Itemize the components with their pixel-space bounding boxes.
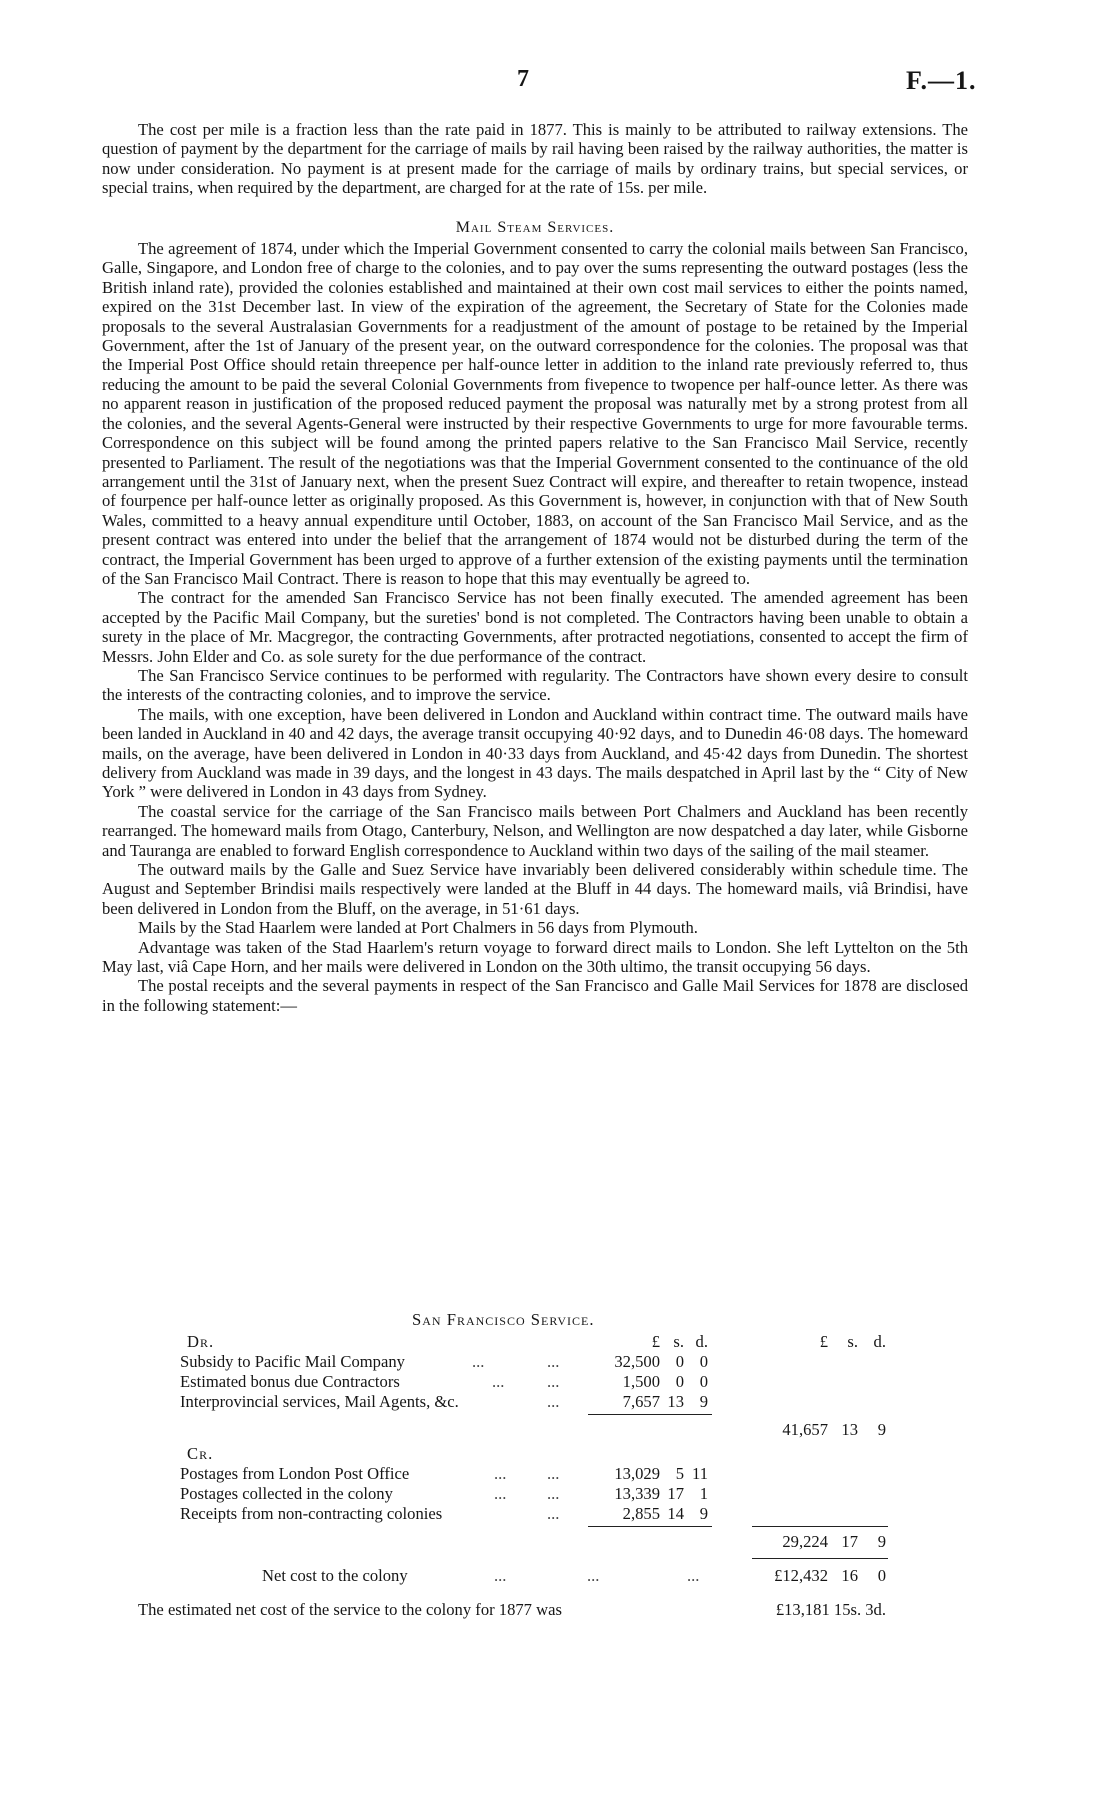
table-row — [102, 1504, 968, 1524]
amount-pence: 1 — [699, 1484, 708, 1503]
row-label: Estimated bonus due Contractors — [180, 1372, 400, 1391]
amount-shillings: 5 — [675, 1464, 684, 1483]
total-rule — [752, 1526, 888, 1527]
amount-pence: 11 — [692, 1464, 708, 1483]
cr-label: Cr. — [187, 1444, 214, 1463]
leader-dots: ... — [547, 1352, 560, 1371]
paragraph-regularity: The San Francisco Service continues to be performed with regularity. The Contractors have shown every desire to consult the interests of the contracting colonies, and to improve the service. — [102, 665, 968, 705]
table-row — [102, 1352, 968, 1372]
paragraph-statement-intro: The postal receipts and the several payments in respect of the San Francisco and Galle Mail Services for 1878 are disclosed in the following statement:— — [102, 976, 968, 1015]
amount-shillings: 17 — [667, 1484, 684, 1503]
leader-dots: ... — [547, 1464, 560, 1483]
table-row — [102, 1372, 968, 1392]
col-header-pence: d. — [695, 1332, 708, 1351]
col-header-total-pence: d. — [873, 1332, 886, 1351]
total-shillings: 13 — [841, 1420, 858, 1439]
leader-dots: ... — [547, 1372, 560, 1391]
amount-shillings: 0 — [675, 1372, 684, 1391]
amount-pence: 9 — [699, 1392, 708, 1411]
net-pounds: £12,432 — [774, 1566, 828, 1585]
section-heading-mail-steam: Mail Steam Services. — [455, 218, 615, 236]
col-header-total-shillings: s. — [847, 1332, 858, 1351]
dr-label: Dr. — [187, 1332, 215, 1351]
amount-pence: 9 — [699, 1504, 708, 1523]
amount-pounds: 32,500 — [614, 1352, 660, 1371]
cr-header-row — [102, 1444, 968, 1464]
net-cost-label: Net cost to the colony — [262, 1566, 408, 1585]
leader-dots: ... — [687, 1566, 700, 1585]
amount-pence: 0 — [699, 1352, 708, 1371]
paragraph-return-voyage: Advantage was taken of the Stad Haarlem's return voyage to forward direct mails to London. She left Lyttelton on the 5th May last, viâ Cape Horn, and her mails were delivered in London on the 30th ultimo, the transit occupying 56 days. — [102, 937, 968, 977]
statement-column-headers — [102, 1332, 968, 1352]
total-pounds: 29,224 — [782, 1532, 828, 1551]
credit-total-row — [102, 1532, 968, 1552]
table-row — [102, 1392, 968, 1412]
col-header-shillings: s. — [673, 1332, 684, 1351]
row-label: Receipts from non-contracting colonies — [180, 1504, 443, 1523]
total-pence: 9 — [877, 1532, 886, 1551]
row-label: Postages collected in the colony — [180, 1484, 393, 1503]
leader-dots: ... — [494, 1464, 507, 1483]
leader-dots: ... — [472, 1352, 485, 1371]
amount-pounds: 1,500 — [622, 1372, 660, 1391]
paragraph-coastal-service: The coastal service for the carriage of the San Francisco mails between Port Chalmers and Auckland has been recently rearranged. The homeward mails from Otago, Canterbury, Nelson, and Wellington are now despatched a day later, while Gisborne and Tauranga are enabled to forward English correspondence to Auckland within two days of the sailing of the mail steamer. — [102, 801, 968, 860]
paragraph-agreement-1874: The agreement of 1874, under which the Imperial Government consented to carry the colonial mails between San Francisco, Galle, Singapore, and London free of charge to the colonies, and to pay over the sums representing the outward postages (less the British inland rate), provided the colonies established and maintained at their own cost mail services to either the points named, expired on the 31st December last. In view of the expiration of the agreement, the Secretary of State for the Colonies made proposals to the several Australasian Governments for a readjustment of the amount of postage to be retained by the Imperial Government, after the 1st of January of the present year, on the outward correspondence for the colonies. The proposal was that the Imperial Post Office should retain threepence per half-ounce letter in addition to the inland rate previously referred to, thus reducing the amount to be paid the several Colonial Governments from fivepence to twopence per half-ounce letter. As there was no apparent reason in justification of the proposed reduced payment the proposal was naturally met by a strong protest from all the colonies, and the several Agents-General were instructed by their respective Governments to urge for more favourable terms. Correspondence on this subject will be found among the printed papers relative to the San Francisco Mail Service, recently presented to Parliament. The result of the negotiations was that the Imperial Government consented to the continuance of the old arrangement until the 31st of January next, when the present Suez Contract will expire, and thereafter to retain twopence, instead of fourpence per half-ounce letter as originally proposed. As this Government is, however, in conjunction with that of New South Wales, committed to a heavy annual expenditure until October, 1883, on account of the San Francisco Mail Service, and as the present contract was entered into under the belief that the arrangement of 1874 would not be disturbed during the term of the contract, the Imperial Government has been urged to approve of a further extension of the existing payments until the termination of the San Francisco Mail Contract. There is reason to hope that this may eventually be agreed to. — [102, 239, 968, 588]
total-pounds: 41,657 — [782, 1420, 828, 1439]
body-text — [102, 120, 968, 1015]
total-pence: 9 — [877, 1420, 886, 1439]
leader-dots: ... — [494, 1484, 507, 1503]
leader-dots: ... — [494, 1566, 507, 1585]
leader-dots: ... — [492, 1372, 505, 1391]
estimate-value: £13,181 15s. 3d. — [775, 1600, 886, 1619]
col-header-total-pounds: £ — [819, 1332, 828, 1351]
leader-dots: ... — [547, 1484, 560, 1503]
total-shillings: 17 — [841, 1532, 858, 1551]
net-cost-row — [102, 1566, 968, 1586]
row-label: Interprovincial services, Mail Agents, &c. — [180, 1392, 459, 1411]
statement-title: San Francisco Service. — [412, 1310, 595, 1329]
page-number: 7 — [517, 66, 529, 92]
amount-shillings: 13 — [667, 1392, 684, 1411]
net-pence: 0 — [877, 1566, 886, 1585]
net-shillings: 16 — [841, 1566, 858, 1585]
subtotal-rule — [588, 1526, 712, 1527]
amount-pounds: 13,339 — [614, 1484, 660, 1503]
subtotal-rule — [588, 1414, 712, 1415]
amount-shillings: 0 — [675, 1352, 684, 1371]
debit-total-row — [102, 1420, 968, 1440]
paragraph-rail-cost: The cost per mile is a fraction less than the rate paid in 1877. This is mainly to be attributed to railway extensions. The question of payment by the department for the carriage of mails by rail having been raised by the railway authorities, the matter is now under consideration. No payment is at present made for the carriage of mails by ordinary trains, but special services, or special trains, when required by the department, are charged for at the rate of 15s. per mile. — [102, 120, 968, 198]
leader-dots: ... — [547, 1504, 560, 1523]
amount-pounds: 7,657 — [622, 1392, 660, 1411]
amount-shillings: 14 — [667, 1504, 684, 1523]
paragraph-galle-suez: The outward mails by the Galle and Suez Service have invariably been delivered considerably within schedule time. The August and September Brindisi mails respectively were landed at the Bluff in 44 days. The homeward mails, viâ Brindisi, have been delivered in London from the Bluff, on the average, in 51·61 days. — [102, 860, 968, 918]
leader-dots: ... — [587, 1566, 600, 1585]
net-rule — [752, 1558, 888, 1559]
amount-pounds: 13,029 — [614, 1464, 660, 1483]
table-row — [102, 1484, 968, 1504]
estimate-row — [102, 1600, 968, 1620]
leader-dots: ... — [547, 1392, 560, 1411]
amount-pence: 0 — [699, 1372, 708, 1391]
paragraph-contract: The contract for the amended San Francisco Service has not been finally executed. The amended agreement has been accepted by the Pacific Mail Company, but the sureties' bond is not completed. The Contractors having been unable to obtain a surety in the place of Mr. Macgregor, the contracting Governments, after protracted negotiations, consented to accept the firm of Messrs. John Elder and Co. as sole surety for the due performance of the contract. — [102, 588, 968, 666]
paragraph-stad-haarlem: Mails by the Stad Haarlem were landed at Port Chalmers in 56 days from Plymouth. — [138, 918, 698, 938]
table-row — [102, 1464, 968, 1484]
row-label: Postages from London Post Office — [180, 1464, 410, 1483]
paper-reference: F.—1. — [906, 66, 977, 95]
paragraph-transit-times: The mails, with one exception, have been delivered in London and Auckland within contract time. The outward mails have been landed in Auckland in 40 and 42 days, the average transit occupying 40·92 days, and to Dunedin 46·08 days. The homeward mails, on the average, have been delivered in London in 40·33 days from Auckland, and 45·42 days from Dunedin. The shortest delivery from Auckland was made in 39 days, and the longest in 43 days. The mails despatched in April last by the “ City of New York ” were delivered in London in 43 days from Sydney. — [102, 704, 968, 802]
amount-pounds: 2,855 — [622, 1504, 660, 1523]
row-label: Subsidy to Pacific Mail Company — [180, 1352, 405, 1371]
estimate-label: The estimated net cost of the service to the colony for 1877 was — [138, 1600, 562, 1619]
col-header-pounds: £ — [651, 1332, 660, 1351]
